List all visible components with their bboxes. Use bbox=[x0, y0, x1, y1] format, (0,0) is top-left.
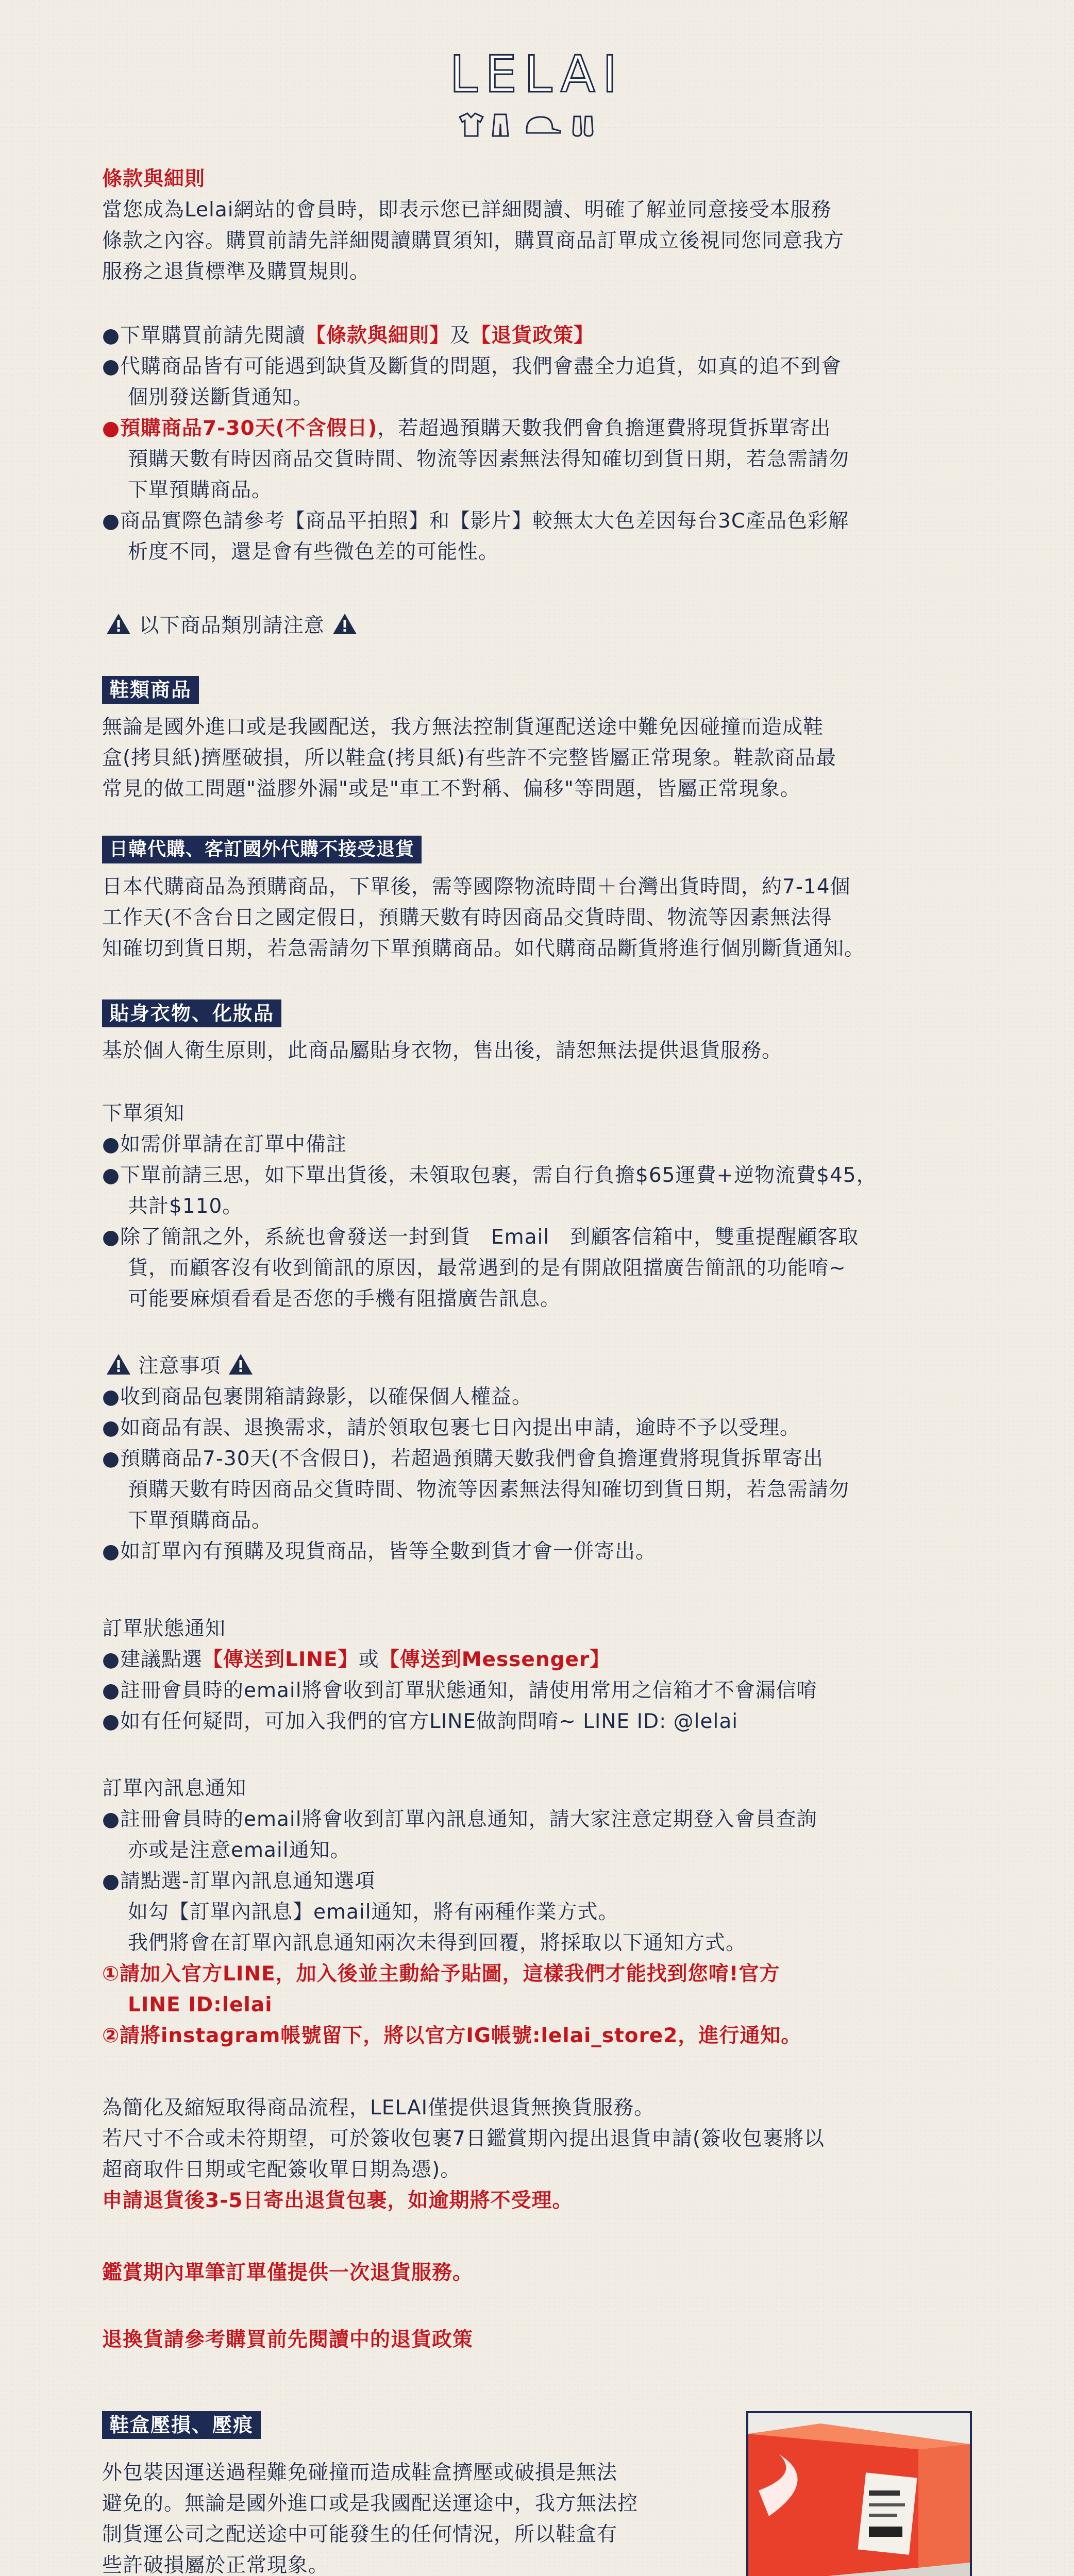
warning-icon bbox=[106, 613, 131, 635]
bullet-preorder-1: ●預購商品7-30天(不含假日)，若超過預購天數我們會負擔運費將現貨拆單寄出 bbox=[102, 417, 831, 440]
send-to-line-link[interactable]: 【傳送到LINE】 bbox=[203, 1648, 359, 1671]
order-notes-1: ●如需併單請在訂單中備註 bbox=[102, 1133, 347, 1156]
underwear-line: 基於個人衛生原則，此商品屬貼身衣物，售出後，請恕無法提供退貨服務。 bbox=[102, 1039, 783, 1062]
box-damage-line-2: 避免的。無論是國外進口或是我國配送運途中，我方無法控 bbox=[102, 2492, 639, 2515]
bullet-color-2: 析度不同，還是會有些微色差的可能性。 bbox=[128, 540, 499, 564]
inbox-8: ②請將instagram帳號留下，將以官方IG帳號:lelai_store2，進行通知。 bbox=[102, 2024, 802, 2047]
caution-2: ●如商品有誤、退換需求，請於領取包裹七日內提出申請，逾時不予以受理。 bbox=[102, 1416, 801, 1439]
shoes-label: 鞋類商品 bbox=[102, 676, 199, 704]
terms-title: 條款與細則 bbox=[102, 167, 206, 191]
intro-line-3: 服務之退貨標準及購買規則。 bbox=[102, 260, 371, 283]
order-notes-5: 貨，而顧客沒有收到簡訊的原因，最常遇到的是有開啟阻擋廣告簡訊的功能唷~ bbox=[128, 1257, 846, 1280]
brand-logo: LELAI bbox=[449, 45, 625, 104]
returns-1: 為簡化及縮短取得商品流程，LELAI僅提供退貨無換貨服務。 bbox=[102, 2096, 655, 2120]
jp-line-3: 知確切到貨日期，若急需請勿下單預購商品。如代購商品斷貨將進行個別斷貨通知。 bbox=[102, 937, 865, 960]
bullet-preorder-2: 預購天數有時因商品交貨時間、物流等因素無法得知確切到貨日期，若急需請勿 bbox=[128, 448, 850, 471]
box-damage-label: 鞋盒壓損、壓痕 bbox=[102, 2411, 261, 2439]
caution-5: 下單預購商品。 bbox=[128, 1509, 273, 1532]
order-notes-title: 下單須知 bbox=[102, 1102, 185, 1125]
order-notes-6: 可能要麻煩看看是否您的手機有阻擋廣告訊息。 bbox=[128, 1287, 561, 1311]
warning-icon bbox=[228, 1353, 254, 1376]
order-notes-2: ●下單前請三思，如下單出貨後，未領取包裹，需自行負擔$65運費+逆物流費$45， bbox=[102, 1164, 877, 1187]
shoe-box-photo bbox=[746, 2411, 972, 2576]
returns-4: 申請退貨後3-5日寄出退貨包裹，如逾期將不受理。 bbox=[102, 2189, 573, 2212]
box-damage-line-1: 外包裝因運送過程難免碰撞而造成鞋盒擠壓或破損是無法 bbox=[102, 2461, 618, 2484]
order-status-title: 訂單狀態通知 bbox=[102, 1617, 226, 1640]
jp-label: 日韓代購、客訂國外代購不接受退貨 bbox=[102, 836, 422, 863]
send-to-messenger-link[interactable]: 【傳送到Messenger】 bbox=[379, 1648, 611, 1671]
shoes-line-3: 常見的做工問題"溢膠外漏"或是"車工不對稱、偏移"等問題，皆屬正常現象。 bbox=[102, 777, 801, 801]
returns-5: 鑑賞期內單筆訂單僅提供一次退貨服務。 bbox=[102, 2261, 474, 2284]
order-status-3: ●如有任何疑問，可加入我們的官方LINE做詢問唷~ LINE ID: @lelai bbox=[102, 1710, 739, 1733]
logo-icons bbox=[455, 109, 619, 140]
bullet-color-1: ●商品實際色請參考【商品平拍照】和【影片】較無太大色差因每台3C產品色彩解 bbox=[102, 510, 849, 533]
notice-heading: 以下商品類別請注意 bbox=[106, 611, 358, 641]
inbox-3: ●請點選-訂單內訊息通知選項 bbox=[102, 1870, 376, 1893]
shoes-line-2: 盒(拷貝紙)擠壓破損，所以鞋盒(拷貝紙)有些許不完整皆屬正常現象。鞋款商品最 bbox=[102, 747, 836, 770]
order-status-2: ●註冊會員時的email將會收到訂單狀態通知，請使用常用之信箱才不會漏信唷 bbox=[102, 1679, 817, 1702]
inbox-5: 我們將會在訂單內訊息通知兩次未得到回覆，將採取以下通知方式。 bbox=[128, 1931, 747, 1955]
returns-6: 退換貨請參考購買前先閱讀中的退貨政策 bbox=[102, 2328, 474, 2351]
return-policy-link[interactable]: 【退貨政策】 bbox=[471, 324, 595, 347]
caution-4: 預購天數有時因商品交貨時間、物流等因素無法得知確切到貨日期，若急需請勿 bbox=[128, 1478, 850, 1501]
warning-icon bbox=[106, 1353, 131, 1376]
jp-line-2: 工作天(不含台日之國定假日，預購天數有時因商品交貨時間、物流等因素無法得 bbox=[102, 906, 832, 929]
intro-line-2: 條款之內容。購買前請先詳細閱讀購買須知，購買商品訂單成立後視同您同意我方 bbox=[102, 229, 845, 252]
inbox-7: LINE ID:lelai bbox=[128, 1993, 273, 2016]
inbox-6: ①請加入官方LINE，加入後並主動給予貼圖，這樣我們才能找到您唷!官方 bbox=[102, 1962, 780, 1986]
shoes-line-1: 無論是國外進口或是我國配送，我方無法控制貨運配送途中難免因碰撞而造成鞋 bbox=[102, 716, 824, 739]
box-damage-line-3: 制貨運公司之配送途中可能發生的任何情況，所以鞋盒有 bbox=[102, 2523, 618, 2546]
returns-3: 超商取件日期或宅配簽收單日期為憑)。 bbox=[102, 2158, 461, 2181]
inbox-4: 如勾【訂單內訊息】email通知，將有兩種作業方式。 bbox=[128, 1901, 619, 1924]
caution-1: ●收到商品包裹開箱請錄影，以確保個人權益。 bbox=[102, 1385, 533, 1409]
order-notes-4: ●除了簡訊之外，系統也會發送一封到貨 Email 到顧客信箱中，雙重提醒顧客取 bbox=[102, 1226, 859, 1249]
bullet-preorder-3: 下單預購商品。 bbox=[128, 479, 273, 502]
order-notes-3: 共計$110。 bbox=[128, 1195, 243, 1218]
warning-icon bbox=[332, 613, 358, 635]
order-status-1: ●建議點選【傳送到LINE】或【傳送到Messenger】 bbox=[102, 1648, 611, 1671]
inbox-title: 訂單內訊息通知 bbox=[102, 1777, 247, 1800]
caution-6: ●如訂單內有預購及現貨商品，皆等全數到貨才會一併寄出。 bbox=[102, 1540, 657, 1563]
bullet-read-first: ●下單購買前請先閱讀【條款與細則】及【退貨政策】 bbox=[102, 324, 595, 347]
returns-2: 若尺寸不合或未符期望，可於簽收包裹7日鑑賞期內提出退貨申請(簽收包裹將以 bbox=[102, 2127, 825, 2150]
terms-link[interactable]: 【條款與細則】 bbox=[306, 324, 450, 347]
box-damage-line-4: 些許破損屬於正常現象。 bbox=[102, 2554, 329, 2576]
jp-line-1: 日本代購商品為預購商品，下單後，需等國際物流時間＋台灣出貨時間，約7-14個 bbox=[102, 875, 851, 899]
caution-heading: 注意事項 bbox=[106, 1351, 254, 1382]
caution-3: ●預購商品7-30天(不含假日)，若超過預購天數我們會負擔運費將現貨拆單寄出 bbox=[102, 1447, 824, 1470]
intro-line-1: 當您成為Lelai網站的會員時，即表示您已詳細閱讀、明確了解並同意接受本服務 bbox=[102, 198, 832, 222]
inbox-2: 亦或是注意email通知。 bbox=[128, 1839, 351, 1862]
bullet-stock-1: ●代購商品皆有可能遇到缺貨及斷貨的問題，我們會盡全力追貨，如真的追不到會 bbox=[102, 355, 842, 378]
underwear-label: 貼身衣物、化妝品 bbox=[102, 999, 281, 1027]
bullet-stock-2: 個別發送斷貨通知。 bbox=[128, 386, 314, 409]
inbox-1: ●註冊會員時的email將會收到訂單內訊息通知，請大家注意定期登入會員查詢 bbox=[102, 1808, 817, 1831]
